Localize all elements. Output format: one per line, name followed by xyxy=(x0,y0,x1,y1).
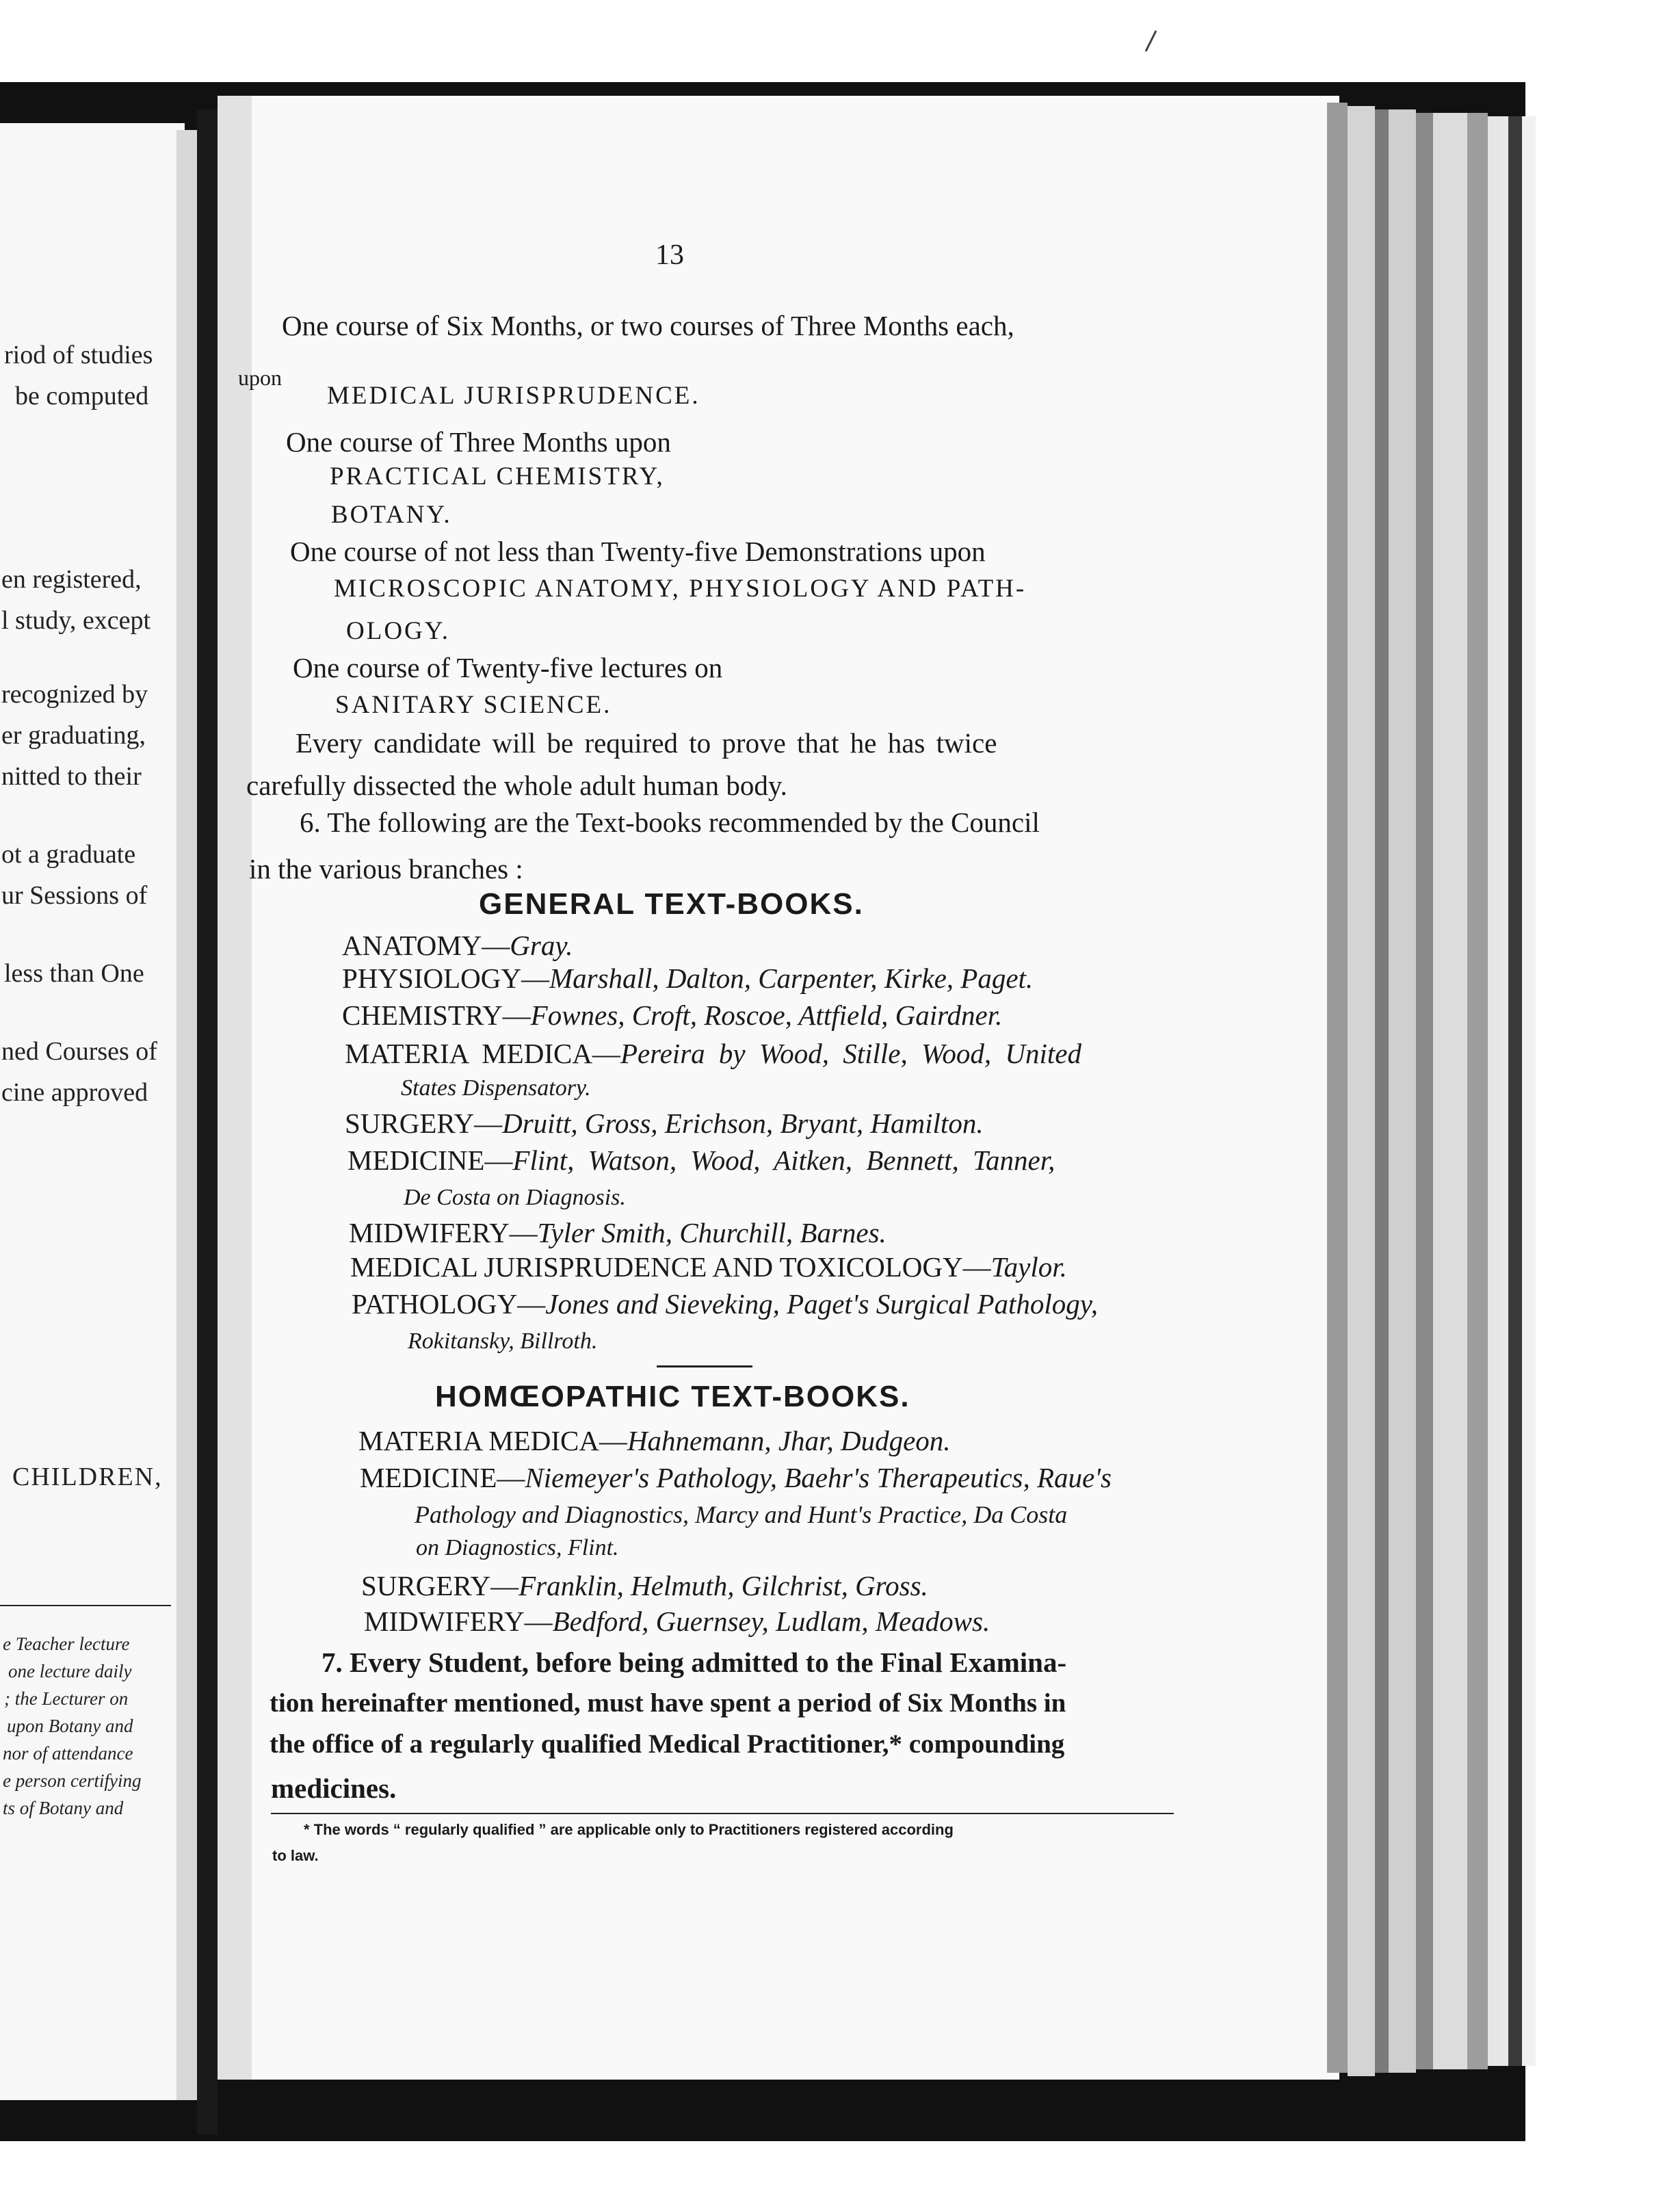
section-divider xyxy=(657,1365,752,1367)
section-7-line: the office of a regularly qualified Medical Practitioner,* compounding xyxy=(270,1729,1065,1759)
entry-authors: Jones and Sieveking, Paget's Surgical Pathology, xyxy=(545,1288,1098,1320)
entry-authors: Pereira by Wood, Stille, Wood, United xyxy=(620,1038,1081,1069)
left-line: ur Sessions of xyxy=(1,881,148,910)
entry-authors: Taylor. xyxy=(990,1251,1067,1283)
textbook-entry xyxy=(350,1253,1067,1281)
entry-authors: Flint, Watson, Wood, Aitken, Bennett, Tanner, xyxy=(512,1144,1055,1176)
textbook-entry xyxy=(342,1001,1002,1030)
entry-subject: PHYSIOLOGY— xyxy=(342,963,549,994)
left-footnote-rule xyxy=(0,1605,171,1606)
left-footnote-line: upon Botany and xyxy=(7,1716,133,1736)
left-line: CHILDREN, xyxy=(12,1463,163,1491)
left-line: be computed xyxy=(15,382,149,410)
general-textbooks-heading: GENERAL TEXT-BOOKS. xyxy=(479,887,864,921)
entry-authors: Gray. xyxy=(510,930,573,961)
entry-subject: MEDICAL JURISPRUDENCE AND TOXICOLOGY— xyxy=(350,1251,991,1283)
entry-subject: MIDWIFERY— xyxy=(349,1217,538,1248)
entry-subject: MATERIA MEDICA— xyxy=(358,1425,627,1456)
left-footnote-line: e person certifying xyxy=(3,1770,142,1791)
left-footnote-line: one lecture daily xyxy=(8,1661,132,1681)
textbook-entry xyxy=(342,932,573,960)
subject-line: BOTANY. xyxy=(331,501,452,529)
section-7-line: tion hereinafter mentioned, must have spent a period of Six Months in xyxy=(270,1688,1066,1718)
footnote-line: * The words “ regularly qualified ” are applicable only to Practitioners registered according xyxy=(304,1821,954,1838)
entry-subject: ANATOMY— xyxy=(342,930,510,961)
section-7-line: 7. Every Student, before being admitted to the Final Examina- xyxy=(321,1647,1067,1678)
entry-subject: MATERIA MEDICA— xyxy=(345,1038,620,1069)
subject-line: MEDICAL JURISPRUDENCE. xyxy=(327,382,700,410)
textbook-entry xyxy=(342,965,1033,993)
entry-continuation: De Costa on Diagnosis. xyxy=(404,1185,626,1210)
left-line: ot a graduate xyxy=(1,840,136,869)
entry-subject: CHEMISTRY— xyxy=(342,999,531,1031)
left-line: less than One xyxy=(4,959,144,988)
entry-subject: SURGERY— xyxy=(361,1570,519,1601)
left-line: recognized by xyxy=(1,680,148,709)
left-line: nitted to their xyxy=(1,762,142,791)
left-line: l study, except xyxy=(1,606,151,635)
body-line: One course of not less than Twenty-five Demonstrations upon xyxy=(290,536,986,567)
entry-continuation: Pathology and Diagnostics, Marcy and Hunt's Practice, Da Costa xyxy=(415,1501,1068,1528)
footnote-rule xyxy=(271,1813,1174,1814)
textbook-entry xyxy=(361,1572,928,1600)
textbook-entry xyxy=(349,1219,887,1247)
entry-subject: MEDICINE— xyxy=(360,1462,525,1493)
entry-authors: Tyler Smith, Churchill, Barnes. xyxy=(537,1217,887,1248)
subject-line: MICROSCOPIC ANATOMY, PHYSIOLOGY AND PATH- xyxy=(334,575,1027,603)
entry-authors: Hahnemann, Jhar, Dudgeon. xyxy=(627,1425,951,1456)
subject-line: OLOGY. xyxy=(346,617,450,645)
textbook-entry xyxy=(352,1290,1098,1318)
section-7-line: medicines. xyxy=(271,1772,397,1804)
left-footnote-line: ts of Botany and xyxy=(3,1798,124,1818)
textbook-entry xyxy=(364,1608,990,1636)
body-line: upon xyxy=(238,365,282,390)
page-number: 13 xyxy=(655,239,684,271)
body-line: Every candidate will be required to prove that he has twice xyxy=(296,727,997,759)
subject-line: SANITARY SCIENCE. xyxy=(335,691,612,719)
entry-authors: Franklin, Helmuth, Gilchrist, Gross. xyxy=(519,1570,928,1601)
body-line: One course of Twenty-five lectures on xyxy=(293,652,723,683)
textbook-entry xyxy=(345,1110,984,1138)
entry-authors: Niemeyer's Pathology, Baehr's Therapeutics, Raue's xyxy=(525,1462,1112,1493)
entry-authors: Druitt, Gross, Erichson, Bryant, Hamilton. xyxy=(502,1108,984,1139)
entry-continuation: Rokitansky, Billroth. xyxy=(408,1328,598,1354)
body-line: 6. The following are the Text-books recommended by the Council xyxy=(300,807,1040,838)
entry-continuation: States Dispensatory. xyxy=(401,1075,591,1101)
textbook-entry xyxy=(345,1040,1081,1068)
left-line: ned Courses of xyxy=(1,1037,157,1066)
footnote-line: to law. xyxy=(272,1847,319,1864)
left-line: cine approved xyxy=(1,1078,148,1107)
body-line: One course of Three Months upon xyxy=(286,426,671,458)
entry-subject: MIDWIFERY— xyxy=(364,1606,553,1637)
entry-subject: SURGERY— xyxy=(345,1108,503,1139)
left-footnote-line: nor of attendance xyxy=(3,1743,133,1764)
entry-subject: MEDICINE— xyxy=(347,1144,513,1176)
left-footnote-line: ; the Lecturer on xyxy=(4,1688,129,1709)
body-line: One course of Six Months, or two courses of Three Months each, xyxy=(282,310,1014,341)
textbook-entry xyxy=(347,1144,1055,1176)
entry-authors: Bedford, Guernsey, Ludlam, Meadows. xyxy=(552,1606,990,1637)
entry-authors: Marshall, Dalton, Carpenter, Kirke, Paget. xyxy=(549,963,1034,994)
homoeopathic-textbooks-heading: HOMŒOPATHIC TEXT-BOOKS. xyxy=(435,1380,910,1413)
left-line: er graduating, xyxy=(1,721,146,750)
subject-line: PRACTICAL CHEMISTRY, xyxy=(330,462,665,490)
left-line: riod of studies xyxy=(4,341,153,369)
entry-subject: PATHOLOGY— xyxy=(352,1288,546,1320)
body-line: in the various branches : xyxy=(249,853,523,885)
entry-continuation: on Diagnostics, Flint. xyxy=(416,1535,619,1560)
textbook-entry xyxy=(358,1427,951,1455)
textbook-entry xyxy=(360,1464,1112,1492)
left-footnote-line: e Teacher lecture xyxy=(3,1634,130,1654)
body-line: carefully dissected the whole adult human body. xyxy=(246,770,787,801)
left-line: en registered, xyxy=(1,565,142,594)
entry-authors: Fownes, Croft, Roscoe, Attfield, Gairdner. xyxy=(530,999,1003,1031)
